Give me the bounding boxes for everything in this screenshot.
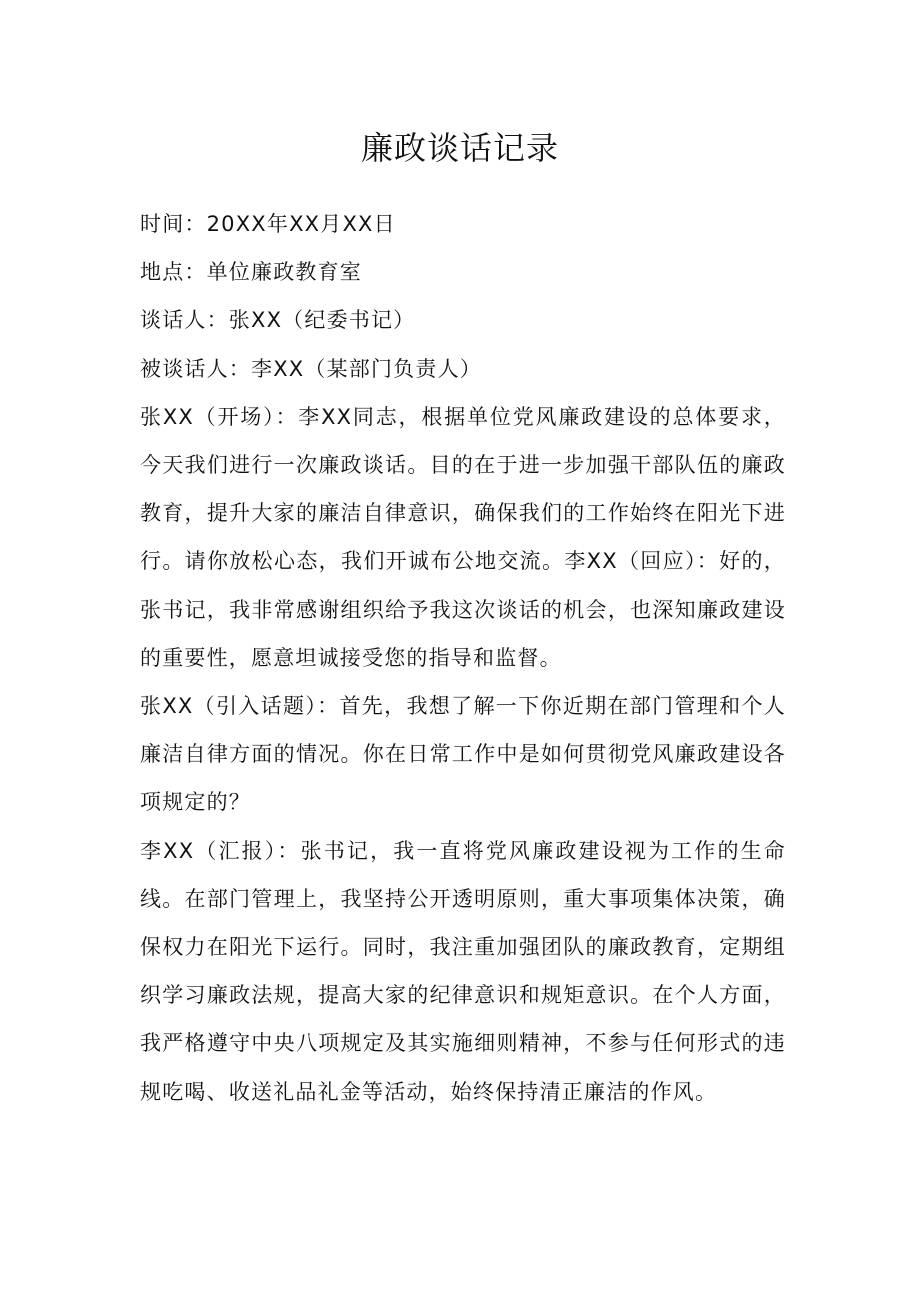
- meta-interviewee: 被谈话人：李XX（某部门负责人）: [140, 356, 482, 381]
- paragraph-topic: 张XX（引入话题）：首先，我想了解一下你近期在部门管理和个人廉洁自律方面的情况。你在日常工作中是如何贯彻党风廉政建设各项规定的？: [140, 694, 786, 815]
- page-title: 廉政谈话记录: [360, 129, 559, 167]
- document-body: [140, 200, 786, 1116]
- paragraph-report: 李XX（汇报）：张书记，我一直将党风廉政建设视为工作的生命线。在部门管理上，我坚持公开透明原则，重大事项集体决策，确保权力在阳光下运行。同时，我注重加强团队的廉政教育，定期组织学习廉政法规，提高大家的纪律意识和规矩意识。在个人方面，我严格遵守中央八项规定及其实施细则精神，不参与任何形式的违规吃喝、收送礼品礼金等活动，始终保持清正廉洁的作风。: [140, 838, 786, 1104]
- meta-time: 时间：20XX年XX月XX日: [140, 212, 396, 236]
- meta-location: 地点：单位廉政教育室: [140, 260, 362, 285]
- meta-interviewer: 谈话人：张XX（纪委书记）: [140, 308, 416, 333]
- paragraph-opening: 张XX（开场）：李XX同志，根据单位党风廉政建设的总体要求，今天我们进行一次廉政谈话。目的在于进一步加强干部队伍的廉政教育，提升大家的廉洁自律意识，确保我们的工作始终在阳光下进行。请你放松心态，我们开诚布公地交流。李XX（回应）：好的，张书记，我非常感谢组织给予我这次谈话的机会，也深知廉政建设的重要性，愿意坦诚接受您的指导和监督。: [140, 404, 786, 670]
